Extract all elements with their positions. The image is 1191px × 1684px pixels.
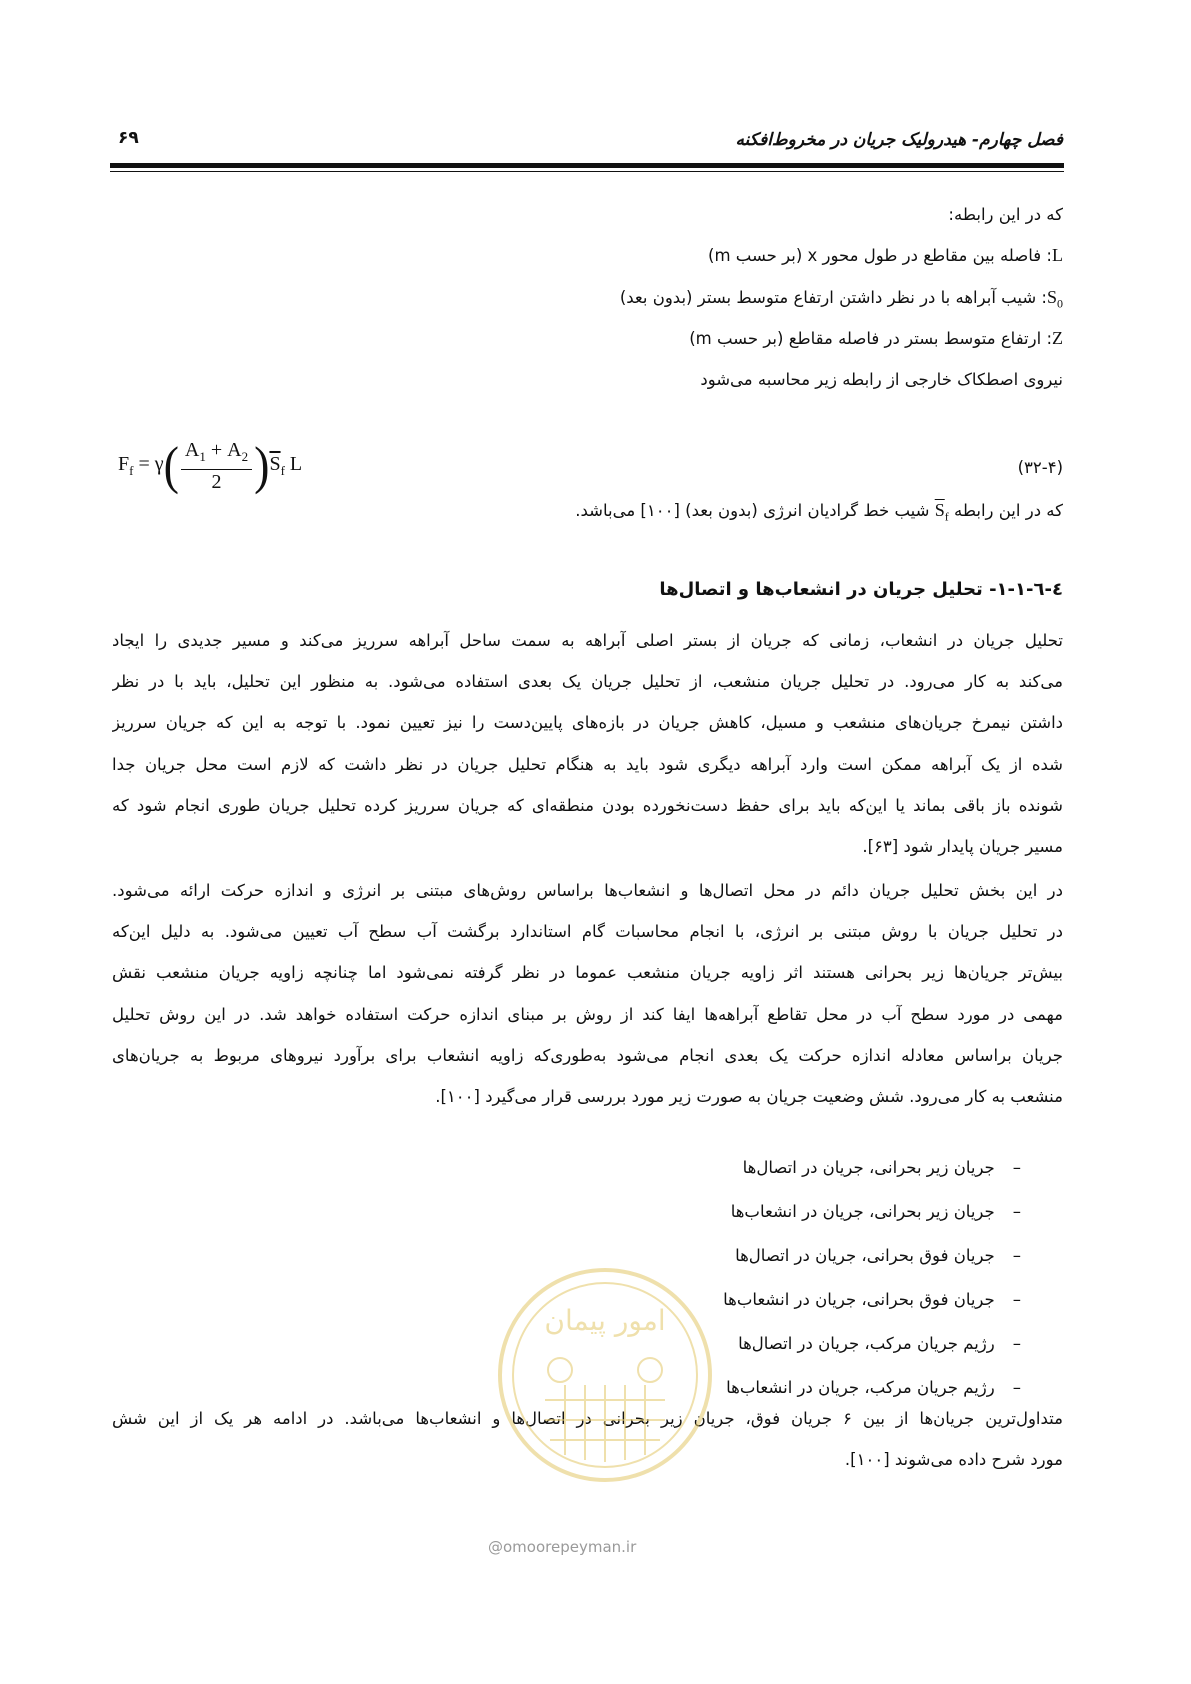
definition-text: : ارتفاع متوسط بستر در فاصله مقاطع (بر حسب m) (689, 329, 1052, 348)
equation-lhs: $F_f = \gamma$ (118, 453, 164, 478)
bullet-list (723, 1146, 1021, 1410)
fraction-denominator: 2 (211, 471, 222, 493)
paragraph-line: شونده باز باقی بماند یا این‌که باید برای حفظ دست‌نخورده بودن منطقه‌ای که جریان سرریز کرده تحلیل جریان طوری انجام شود که (112, 795, 1063, 815)
friction-intro: نیروی اصطکاک خارجی از رابطه زیر محاسبه می‌شود (700, 370, 1063, 389)
dash-marker: – (1012, 1158, 1021, 1177)
paragraph-line: داشتن نیمرخ جریان‌های منشعب و مسیل، کاهش جریان در بازه‌های پایین‌دست را نیز تعیین نمود. با توجه به این که جریان سرریز (112, 713, 1063, 733)
dash-marker: – (1012, 1290, 1021, 1309)
definition-Z (689, 328, 1063, 349)
list-item-text: جریان فوق بحرانی، جریان در اتصال‌ها (735, 1246, 995, 1265)
watermark-site: @omoorepeyman.ir (488, 1538, 637, 1556)
equation-explanation: که در این رابطه $S_f$ شیب خط گرادیان انرژی (بدون بعد) [۱۰۰] می‌باشد. (575, 500, 1063, 524)
definitions-intro: که در این رابطه: (948, 205, 1063, 224)
paragraph-line: مهمی در مورد سطح آب در محل تقاطع آبراهه‌ها ایفا کند از روش بر مبنای اندازه حرکت استفاده خواهد شد. در این روش تحلیل (112, 1004, 1063, 1024)
list-item-text: رژیم جریان مرکب، جریان در انشعاب‌ها (726, 1378, 995, 1397)
list-item (723, 1322, 1021, 1366)
paragraph-line: متداول‌ترین جریان‌ها از بین ۶ جریان فوق، جریان زیر بحرانی در اتصال‌ها و انشعاب‌ها می‌باشد. در ادامه هر یک از این شش (112, 1409, 1063, 1428)
paragraph-line: در تحلیل جریان با روش مبتنی بر انرژی، با انجام محاسبات گام استاندارد برگشت آب سطح آب تعیین می‌شود. به دلیل این‌که (112, 922, 1063, 942)
paragraph-1 (112, 620, 1063, 867)
paragraph-line: بیش‌تر جریان‌ها زیر بحرانی هستند اثر زاویه جریان منشعب عموما در نظر گرفته نمی‌شود اما چنانچه زاویه جریان منشعب نقش (112, 963, 1063, 983)
paragraph-line: مورد شرح داده می‌شوند [۱۰۰]. (844, 1450, 1063, 1470)
header-rule-thick (110, 163, 1064, 168)
right-paren: ) (254, 436, 270, 495)
paragraph-line: جریان براساس معادله اندازه حرکت یک بعدی انجام می‌شود به‌طوری‌که زاویه انشعاب برای برآورد نیروهای مربوط به جریان‌های (112, 1045, 1063, 1065)
list-item (723, 1190, 1021, 1234)
list-item-text: جریان زیر بحرانی، جریان در اتصال‌ها (742, 1158, 995, 1177)
list-item (723, 1146, 1021, 1190)
definition-text: : فاصله بین مقاطع در طول محور x (بر حسب m) (708, 246, 1052, 265)
equation-number: (۳۲-۴) (1017, 458, 1063, 477)
dash-marker: – (1012, 1202, 1021, 1221)
dash-marker: – (1012, 1334, 1021, 1353)
symbol-Z: Z (1052, 328, 1063, 348)
list-item-text: جریان فوق بحرانی، جریان در انشعاب‌ها (723, 1290, 995, 1309)
section-heading: ٤-٦-١-١- تحلیل جریان در انشعاب‌ها و اتصال‌ها (659, 579, 1063, 600)
page-number: ۶۹ (118, 128, 139, 148)
symbol-L: L (1052, 245, 1063, 265)
definition-text: : شیب آبراهه با در نظر داشتن ارتفاع متوسط بستر (بدون بعد) (619, 288, 1047, 307)
definition-L (708, 245, 1063, 266)
paragraph-line: در این بخش تحلیل جریان دائم در محل اتصال‌ها و انشعاب‌ها براساس روش‌های مبتنی بر انرژی و اندازه حرکت ارائه می‌شود. (112, 881, 1063, 900)
list-item-text: جریان زیر بحرانی، جریان در انشعاب‌ها (730, 1202, 995, 1221)
paragraph-line: تحلیل جریان در انشعاب، زمانی که جریان از بستر اصلی آبراهه به سمت ساحل آبراهه سرریز می‌کند و مسیر جدیدی را ایجاد (112, 631, 1063, 650)
dash-marker: – (1012, 1378, 1021, 1397)
chapter-title: فصل چهارم- هیدرولیک جریان در مخروط‌افکنه (735, 130, 1063, 150)
equation-rhs: $\overline{S}_f$ L (269, 453, 303, 478)
paragraph-line: مسیر جریان پایدار شود [۶۳]. (862, 836, 1063, 856)
paragraph-line: شده از یک آبراهه ممکن است وارد آبراهه دیگری شود باید به هنگام تحلیل جریان در نظر داشت که لازم است محل جریان جدا (112, 754, 1063, 774)
list-item (723, 1234, 1021, 1278)
definition-S0 (620, 287, 1063, 312)
paragraph-2 (112, 870, 1063, 1117)
list-item-text: رژیم جریان مرکب، جریان در اتصال‌ها (738, 1334, 995, 1353)
equation-fraction (181, 438, 252, 494)
watermark-logo (490, 1260, 720, 1490)
dash-marker: – (1012, 1246, 1021, 1265)
fraction-numerator: $A_1 + A_2$ (181, 438, 252, 470)
list-item (723, 1278, 1021, 1322)
svg-text:امور پیمان: امور پیمان (544, 1304, 666, 1337)
left-paren: ( (163, 436, 179, 495)
header-rule-thin (110, 171, 1064, 172)
paragraph-line: منشعب به کار می‌رود. شش وضعیت جریان به صورت زیر مورد بررسی قرار می‌گیرد [۱۰۰]. (435, 1086, 1063, 1106)
symbol-S0: $S_0$ (1046, 287, 1063, 311)
equation-formula (118, 438, 302, 494)
paragraph-line: می‌کند به کار می‌رود. در تحلیل جریان منشعب، از تحلیل جریان یک بعدی استفاده می‌شود. به منظور این تحلیل، باید با در نظر (112, 672, 1063, 692)
